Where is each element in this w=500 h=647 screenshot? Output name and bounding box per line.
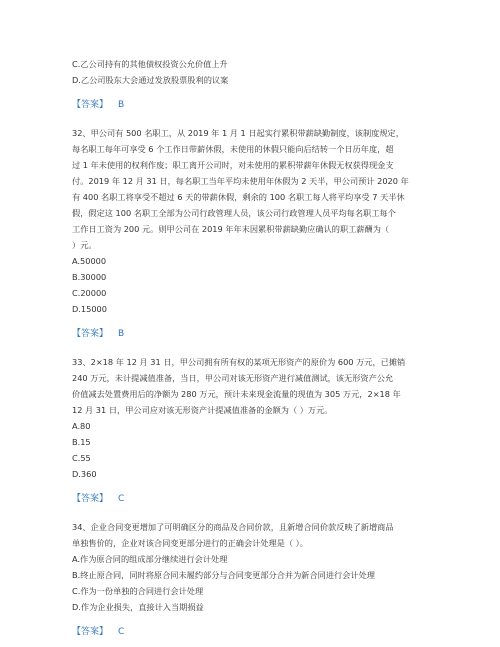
question-stem-line: 240 万元，未计提减值准备，当日，甲公司对该无形资产进行减值测试，该无形资产公允 [72, 373, 394, 383]
question-stem-line: 有 400 名职工将享受不超过 6 天的带薪休假，剩余的 100 名职工每人将平均享受 7 天半休 [72, 192, 405, 202]
question-32 [72, 125, 442, 342]
answer-row [72, 97, 442, 113]
question-stem-line: 工作日工资为 200 元。则甲公司在 2019 年年末因累积带薪缺勤应确认的职工薪酬为（ [72, 224, 390, 234]
question-33 [72, 354, 442, 507]
answer-label: 【答案】 [72, 100, 109, 110]
question-stem-line: 假，假定这 100 名职工全部为公司行政管理人员，该公司行政管理人员平均每名职工每个 [72, 208, 396, 218]
question-stem-line: 32、甲公司有 500 名职工，从 2019 年 1 月 1 日起实行累积带薪缺勤制度，该制度规定， [72, 128, 404, 138]
answer-value: C [118, 494, 125, 504]
question-stem-line: ）元。 [72, 240, 97, 250]
answer-row [72, 491, 442, 507]
option-d: D.作为企业损失，直接计入当期损益 [72, 602, 204, 612]
option-a: A.80 [72, 421, 91, 431]
question-stem-line: 每名职工每年可享受 6 个工作日带薪休假，未使用的休假只能向后结转一个日历年度，超 [72, 144, 394, 154]
answer-row [72, 326, 442, 342]
option-b: B.30000 [72, 272, 107, 282]
answer-value: B [118, 100, 125, 110]
option-d: D.15000 [72, 304, 107, 314]
option-c: C.乙公司持有的其他债权投资公允价值上升 [72, 59, 228, 69]
question-34 [72, 519, 442, 640]
question-stem-line: 过 1 年未使用的权利作废；职工离开公司时，对未使用的累积带薪年休假无权获得现金支 [72, 160, 394, 170]
question-stem-line: 价值减去处置费用后的净额为 280 万元，预计未来现金流量的现值为 305 万元，2×18 年 [72, 389, 401, 399]
option-d: D.360 [72, 469, 97, 479]
answer-value: C [118, 627, 125, 637]
answer-value: B [118, 329, 125, 339]
option-c: C.20000 [72, 288, 107, 298]
question-stem-line: 付。2019 年 12 月 31 日，每名职工当年平均未使用年休假为 2 天半，甲公司预计 2020 年 [72, 176, 409, 186]
option-d: D.乙公司股东大会通过发放股票股利的议案 [72, 75, 229, 85]
question-stem-line: 12 月 31 日，甲公司应对该无形资产计提减值准备的金额为（ ）万元。 [72, 405, 333, 415]
question-stem-line: 34、企业合同变更增加了可明确区分的商品及合同价款，且新增合同价款反映了新增商品 [72, 522, 394, 532]
option-a: A.50000 [72, 256, 107, 266]
option-a: A.作为原合同的组成部分继续进行会计处理 [72, 554, 228, 564]
option-b: B.15 [72, 437, 91, 447]
answer-label: 【答案】 [72, 329, 109, 339]
option-c: C.55 [72, 453, 91, 463]
question-stem-line: 单独售价的，企业对该合同变更部分进行的正确会计处理是（ ）。 [72, 538, 308, 548]
option-c: C.作为一份单独的合同进行会计处理 [72, 586, 204, 596]
answer-label: 【答案】 [72, 627, 109, 637]
document-page [72, 56, 442, 640]
question-stem-line: 33、2×18 年 12 月 31 日，甲公司拥有所有权的某项无形资产的原价为 600 万元，已摊销 [72, 357, 406, 367]
option-b: B.终止原合同，同时将原合同未履约部分与合同变更部分合并为新合同进行会计处理 [72, 570, 375, 580]
answer-label: 【答案】 [72, 494, 109, 504]
answer-row [72, 624, 442, 640]
